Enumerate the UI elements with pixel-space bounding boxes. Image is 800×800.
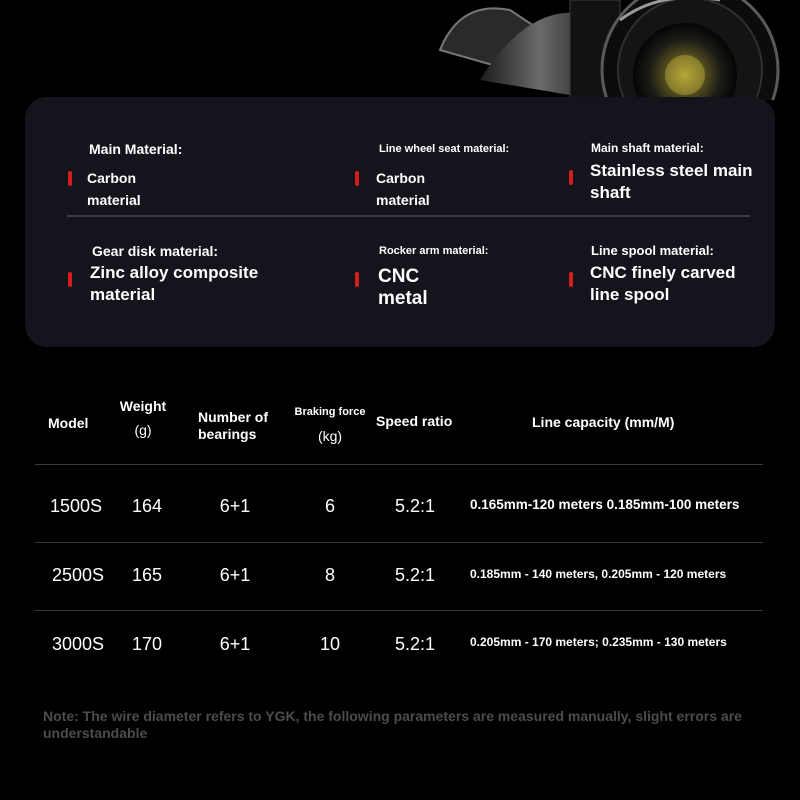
cell-model: 1500S — [49, 496, 103, 516]
cell-bearings: 6+1 — [219, 634, 251, 654]
row-divider — [35, 464, 763, 465]
section-divider — [67, 215, 750, 217]
material-label: Line spool material: — [591, 243, 714, 258]
hero-banner — [0, 0, 800, 100]
cell-model: 2500S — [51, 565, 105, 585]
cell-capacity: 0.205mm - 170 meters; 0.235mm - 130 meters — [470, 635, 727, 649]
material-label: Rocker arm material: — [379, 245, 489, 257]
header-braking-label: Braking force — [294, 406, 366, 418]
cell-capacity: 0.185mm - 140 meters, 0.205mm - 120 meters — [470, 567, 727, 581]
header-model: Model — [48, 415, 89, 431]
header-speed: Speed ratio — [376, 413, 453, 429]
cell-weight: 165 — [131, 565, 163, 585]
cell-weight: 164 — [131, 496, 163, 516]
red-marker — [68, 272, 72, 287]
footnote: Note: The wire diameter refers to YGK, the following parameters are measured manually, slight errors are understandable — [43, 708, 742, 741]
cell-braking: 8 — [324, 565, 335, 585]
material-label: Gear disk material: — [92, 243, 219, 259]
cell-model: 3000S — [51, 634, 105, 654]
material-value: CNC finely carved line spool — [590, 263, 736, 304]
cell-braking: 10 — [319, 634, 341, 654]
material-label: Line wheel seat material: — [379, 143, 510, 155]
material-value: Carbon material — [87, 170, 141, 208]
fishing-reel-image — [420, 0, 790, 100]
red-marker — [68, 171, 72, 186]
header-bearings: Number of bearings — [198, 409, 268, 442]
header-weight — [113, 398, 173, 439]
header-capacity: Line capacity (mm/M) — [532, 414, 675, 430]
cell-weight: 170 — [131, 634, 163, 654]
cell-braking: 6 — [324, 496, 335, 516]
red-marker — [355, 171, 359, 186]
cell-speed: 5.2:1 — [394, 634, 436, 654]
row-divider — [35, 610, 763, 611]
materials-card — [25, 97, 775, 347]
cell-capacity: 0.165mm-120 meters 0.185mm-100 meters — [470, 497, 740, 512]
material-value: Carbon material — [376, 170, 430, 208]
cell-bearings: 6+1 — [219, 496, 251, 516]
material-value: CNC metal — [378, 266, 428, 309]
cell-bearings: 6+1 — [219, 565, 251, 585]
header-weight-label: Weight — [119, 398, 167, 414]
material-value: Stainless steel main shaft — [590, 161, 753, 202]
cell-speed: 5.2:1 — [394, 496, 436, 516]
row-divider — [35, 542, 763, 543]
header-braking — [286, 402, 374, 445]
header-weight-unit: (g) — [134, 422, 152, 438]
material-value: Zinc alloy composite material — [90, 263, 259, 304]
header-braking-unit: (kg) — [317, 428, 343, 444]
cell-speed: 5.2:1 — [394, 565, 436, 585]
material-label: Main shaft material: — [591, 141, 704, 155]
material-label: Main Material: — [89, 141, 183, 157]
red-marker — [355, 272, 359, 287]
red-marker — [569, 170, 573, 185]
red-marker — [569, 272, 573, 287]
